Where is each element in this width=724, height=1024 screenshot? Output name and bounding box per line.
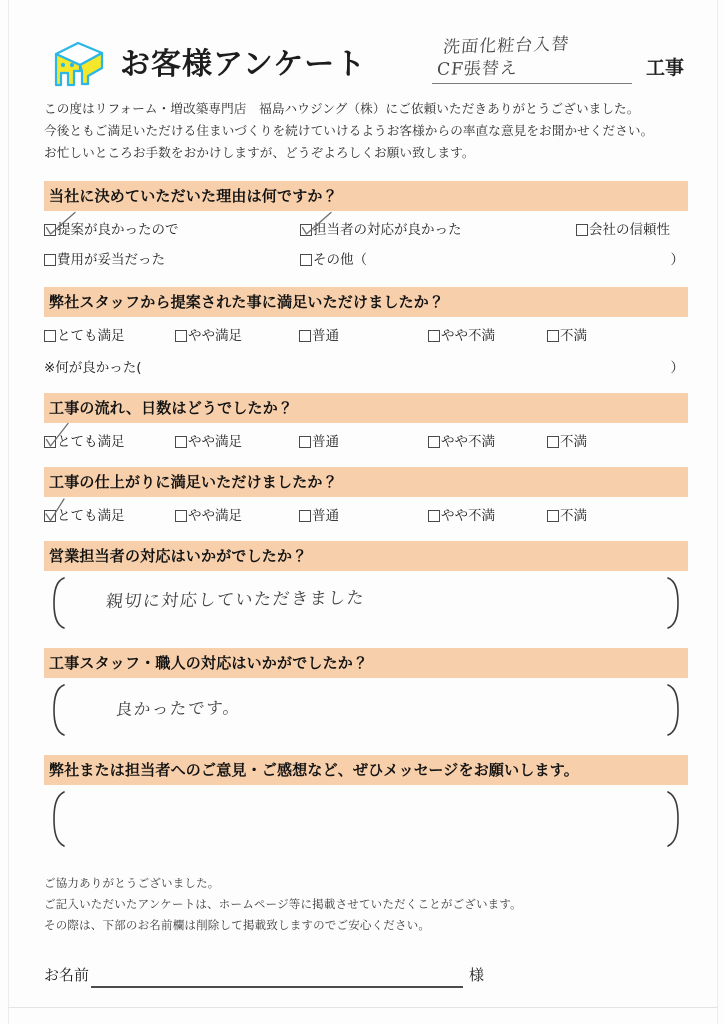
question-7 [44, 755, 688, 851]
checkbox-option-yaya-manzoku[interactable] [175, 432, 299, 452]
checkbox-box [576, 224, 588, 236]
checkbox-label: 不満 [560, 434, 587, 450]
work-description-area [432, 34, 688, 84]
question-7-heading: 弊社または担当者へのご意見・ご感想など、ぜひメッセージをお願いします。 [44, 755, 688, 785]
checkbox-option-teian[interactable] [44, 220, 300, 240]
checkbox-label: やや満足 [188, 434, 242, 450]
checkbox-box [299, 510, 311, 522]
work-label: 工事 [645, 57, 684, 79]
checkbox-box [44, 224, 56, 236]
checkbox-box [175, 436, 187, 448]
checkbox-box [300, 254, 312, 266]
checkbox-label: とても満足 [57, 434, 125, 450]
question-6-answer-box[interactable] [44, 680, 688, 740]
question-1-heading: 当社に決めていただいた理由は何ですか？ [44, 181, 688, 211]
intro-line-3: お忙しいところお手数をおかけしますが、どうぞよろしくお願い致します。 [44, 145, 475, 160]
page-edge-bottom [8, 1007, 718, 1008]
checkbox-option-futsu[interactable] [299, 432, 428, 452]
question-1-close-paren: ） [670, 252, 684, 268]
checkbox-label: 不満 [560, 508, 587, 524]
bracket-left-icon [50, 577, 66, 629]
question-6-heading: 工事スタッフ・職人の対応はいかがでしたか？ [44, 648, 688, 678]
intro-text [44, 98, 688, 164]
checkbox-label: 普通 [312, 508, 339, 524]
checkbox-label: 提案が良かったので [57, 222, 179, 238]
question-1-options-row-1 [44, 220, 688, 240]
checkbox-label: その他（ [313, 252, 367, 268]
checkbox-label: とても満足 [57, 328, 125, 344]
checkbox-option-fuman[interactable] [547, 506, 587, 526]
footer-notes [44, 873, 688, 936]
checkbox-box [428, 330, 440, 342]
checkbox-box [44, 330, 56, 342]
checkbox-option-shinraisei[interactable] [576, 220, 670, 240]
question-3-heading: 工事の流れ、日数はどうでしたか？ [44, 393, 688, 423]
checkbox-label: 普通 [312, 328, 339, 344]
name-input[interactable] [91, 966, 463, 988]
question-1 [44, 181, 688, 270]
question-4-options [44, 506, 688, 526]
checkbox-label: やや不満 [441, 328, 495, 344]
sheet-content [44, 0, 688, 988]
question-2 [44, 287, 688, 378]
bracket-right-icon [666, 791, 682, 843]
question-2-note[interactable] [44, 358, 688, 378]
checkbox-label: やや不満 [441, 434, 495, 450]
checkbox-option-futsu[interactable] [299, 506, 428, 526]
footer-line-1: ご協力ありがとうございました。 [44, 876, 220, 890]
checkbox-option-totemo-manzoku[interactable] [44, 432, 175, 452]
checkbox-box [299, 436, 311, 448]
question-2-options [44, 326, 688, 346]
question-4-heading: 工事の仕上がりに満足いただけましたか？ [44, 467, 688, 497]
question-5 [44, 541, 688, 633]
checkbox-label: とても満足 [57, 508, 125, 524]
checkbox-option-fuman[interactable] [547, 432, 587, 452]
checkbox-option-yaya-manzoku[interactable] [175, 506, 299, 526]
work-handwriting-line1: 洗面化粧台入替 [442, 34, 571, 58]
question-4 [44, 467, 688, 526]
checkbox-box [300, 224, 312, 236]
checkbox-box [44, 436, 56, 448]
page-edge-right [717, 0, 718, 1024]
question-2-heading: 弊社スタッフから提案された事に満足いただけましたか？ [44, 287, 688, 317]
question-5-answer-box[interactable] [44, 573, 688, 633]
house-desk-logo-icon [44, 38, 110, 92]
checkbox-box [547, 436, 559, 448]
checkbox-label: 不満 [560, 328, 587, 344]
question-1-options-row-2 [44, 250, 688, 270]
checkbox-box [44, 510, 56, 522]
checkbox-label: やや満足 [188, 328, 242, 344]
question-3 [44, 393, 688, 452]
checkbox-label: 費用が妥当だった [57, 252, 165, 268]
name-field-row [44, 964, 688, 988]
question-5-answer-text: 親切に対応していただきました [104, 588, 367, 612]
checkbox-box [175, 510, 187, 522]
checkbox-option-totemo-manzoku[interactable] [44, 326, 175, 346]
question-2-close-paren: ） [670, 360, 684, 376]
checkbox-option-yaya-fuman[interactable] [428, 326, 547, 346]
page-title: お客様アンケート [120, 47, 367, 82]
footer-line-3: その際は、下部のお名前欄は削除して掲載致しますのでご安心ください。 [44, 918, 431, 932]
checkbox-option-fuman[interactable] [547, 326, 587, 346]
checkbox-option-yaya-fuman[interactable] [428, 432, 547, 452]
sheet-header [44, 0, 688, 82]
question-6 [44, 648, 688, 740]
checkbox-option-futsu[interactable] [299, 326, 428, 346]
checkbox-label: 普通 [312, 434, 339, 450]
work-handwriting-line2: CF張替え [436, 58, 519, 80]
intro-line-1: この度はリフォーム・増改築専門店 福島ハウジング（株）にご依頼いただきありがとうございました。 [44, 101, 640, 116]
checkbox-option-yaya-fuman[interactable] [428, 506, 547, 526]
checkbox-option-yaya-manzoku[interactable] [175, 326, 299, 346]
name-field-suffix: 様 [469, 966, 485, 984]
checkbox-box [547, 510, 559, 522]
checkbox-box [428, 436, 440, 448]
checkbox-option-tantosha[interactable] [300, 220, 576, 240]
checkbox-box [175, 330, 187, 342]
question-7-answer-box[interactable] [44, 787, 688, 851]
bracket-right-icon [666, 577, 682, 629]
checkbox-option-sonota[interactable] [300, 250, 367, 270]
checkbox-option-hiyo[interactable] [44, 250, 300, 270]
question-5-heading: 営業担当者の対応はいかがでしたか？ [44, 541, 688, 571]
bracket-left-icon [50, 684, 66, 736]
bracket-left-icon [50, 791, 66, 843]
work-description-field[interactable] [432, 34, 632, 84]
checkbox-label: 会社の信頼性 [589, 222, 670, 238]
footer-line-2: ご記入いただいたアンケートは、ホームページ等に掲載させていただくことがございます。 [44, 897, 522, 911]
checkbox-box [299, 330, 311, 342]
checkbox-option-totemo-manzoku[interactable] [44, 506, 175, 526]
question-2-note-label: ※何が良かった( [44, 360, 142, 376]
intro-line-2: 今後ともご満足いただける住まいづくりを続けていけるようお客様からの率直な意見をお聞かせください。 [44, 123, 654, 138]
checkbox-label: やや満足 [188, 508, 242, 524]
question-3-options [44, 432, 688, 452]
checkbox-box [428, 510, 440, 522]
checkbox-box [44, 254, 56, 266]
question-6-answer-text: 良かったです。 [114, 698, 242, 719]
checkbox-label: 担当者の対応が良かった [313, 222, 462, 238]
name-field-label: お名前 [44, 966, 90, 984]
checkbox-box [547, 330, 559, 342]
page-edge-left [8, 0, 9, 1024]
bracket-right-icon [666, 684, 682, 736]
checkbox-label: やや不満 [441, 508, 495, 524]
